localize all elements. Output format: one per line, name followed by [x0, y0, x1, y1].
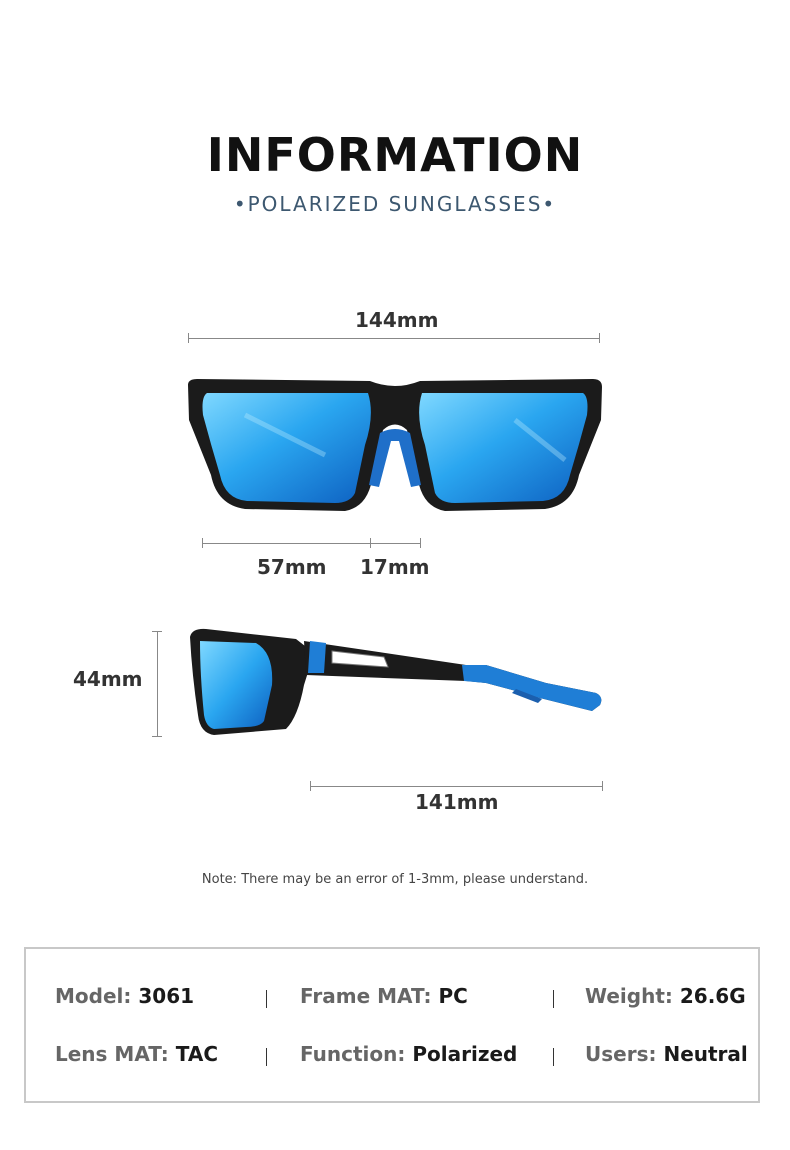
temple-length-label: 141mm — [415, 790, 499, 814]
spec-function — [300, 1042, 517, 1066]
front-view-sunglasses — [185, 375, 605, 520]
page-title: INFORMATION — [206, 128, 584, 182]
note-text: Note: There may be an error of 1-3mm, please understand. — [201, 872, 589, 887]
lens-height-label: 44mm — [73, 667, 143, 691]
spec-value: Polarized — [412, 1042, 518, 1066]
spec-value: TAC — [175, 1042, 219, 1066]
lens-height-tick-bottom — [152, 736, 162, 737]
temple-tick-left — [310, 781, 311, 791]
spec-row-2 — [26, 1042, 758, 1072]
spec-model — [55, 984, 194, 1008]
lens-height-line — [157, 631, 158, 736]
spec-key: Lens MAT: — [55, 1042, 169, 1066]
total-width-tick-left — [188, 333, 189, 343]
spec-value: Neutral — [663, 1042, 748, 1066]
bridge-width-label: 17mm — [360, 555, 430, 579]
lens-width-label: 57mm — [257, 555, 327, 579]
bridge-tick-right — [420, 538, 421, 548]
total-width-line — [188, 338, 599, 339]
spec-lens-mat — [55, 1042, 218, 1066]
spec-value: PC — [438, 984, 468, 1008]
spec-table — [24, 947, 760, 1103]
spec-divider — [266, 990, 267, 1008]
spec-divider — [266, 1048, 267, 1066]
lens-height-tick-top — [152, 631, 162, 632]
total-width-tick-right — [599, 333, 600, 343]
total-width-label: 144mm — [355, 308, 439, 332]
spec-value: 26.6G — [679, 984, 746, 1008]
side-view-sunglasses — [186, 625, 606, 740]
spec-row-1 — [26, 984, 758, 1014]
spec-divider — [553, 990, 554, 1008]
temple-length-line — [310, 786, 602, 787]
lens-tick-left — [202, 538, 203, 548]
spec-divider — [553, 1048, 554, 1066]
spec-value: 3061 — [138, 984, 195, 1008]
spec-key: Weight: — [585, 984, 673, 1008]
spec-frame-mat — [300, 984, 468, 1008]
spec-key: Function: — [300, 1042, 406, 1066]
temple-tick-right — [602, 781, 603, 791]
lens-bridge-tick-mid — [370, 538, 371, 548]
spec-key: Frame MAT: — [300, 984, 432, 1008]
spec-key: Users: — [585, 1042, 657, 1066]
spec-key: Model: — [55, 984, 132, 1008]
lens-bridge-line — [202, 543, 421, 544]
page-subtitle: •POLARIZED SUNGLASSES• — [233, 192, 557, 216]
spec-users — [585, 1042, 748, 1066]
spec-weight — [585, 984, 746, 1008]
